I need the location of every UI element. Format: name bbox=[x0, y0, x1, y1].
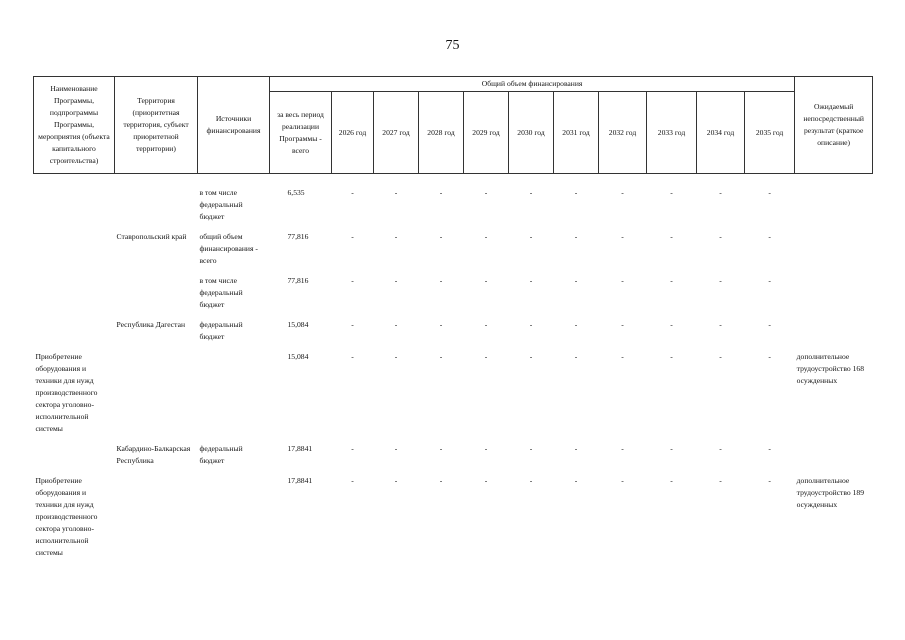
cell-territory: Республика Дагестан bbox=[116, 320, 186, 329]
cell-year-value: - bbox=[484, 444, 488, 453]
cell-year-value: - bbox=[439, 232, 443, 241]
header-year: 2031 год bbox=[554, 92, 599, 174]
header-name: Наименование Программы, подпрограммы Программы, мероприятия (объекта капитального строительства) bbox=[34, 77, 115, 174]
cell-total: 6,535 bbox=[287, 188, 305, 197]
header-year: 2026 год bbox=[332, 92, 374, 174]
cell-year-value: - bbox=[439, 188, 443, 197]
cell-year-value: - bbox=[351, 188, 354, 197]
cell-year-value: - bbox=[621, 444, 624, 453]
cell-year-value: - bbox=[394, 188, 398, 197]
cell-name: Приобретение оборудования и техники для нужд производственного сектора уголовно-исполнительной системы bbox=[35, 352, 98, 433]
cell-year-value: - bbox=[484, 320, 488, 329]
table-row bbox=[34, 223, 873, 267]
cell-year-value: - bbox=[484, 276, 488, 285]
cell-year-value: - bbox=[719, 320, 722, 329]
cell-total: 17,8841 bbox=[287, 444, 313, 453]
cell-name bbox=[34, 174, 115, 224]
table-row bbox=[34, 435, 873, 467]
cell-year-value: - bbox=[484, 232, 488, 241]
cell-year-value: - bbox=[351, 352, 354, 361]
cell-year-value: - bbox=[529, 232, 533, 241]
cell-year-value: - bbox=[621, 352, 624, 361]
cell-year-value: - bbox=[574, 276, 578, 285]
table-row bbox=[34, 343, 873, 435]
cell-year-value: - bbox=[574, 352, 578, 361]
cell-year-value: - bbox=[621, 476, 624, 485]
header-year: 2028 год bbox=[419, 92, 464, 174]
cell-year-value: - bbox=[621, 320, 624, 329]
header-year: 2032 год bbox=[599, 92, 647, 174]
cell-year-value: - bbox=[670, 476, 673, 485]
cell-year-value: - bbox=[768, 444, 771, 453]
cell-year-value: - bbox=[351, 232, 354, 241]
cell-year-value: - bbox=[484, 476, 488, 485]
cell-total: 17,8841 bbox=[287, 476, 313, 485]
cell-territory bbox=[115, 467, 198, 559]
cell-result: дополнительное трудоустройство 168 осужденных bbox=[796, 352, 864, 385]
cell-year-value: - bbox=[394, 232, 398, 241]
cell-year-value: - bbox=[439, 276, 443, 285]
cell-territory bbox=[115, 343, 198, 435]
header-year: 2030 год bbox=[509, 92, 554, 174]
cell-name bbox=[34, 311, 115, 343]
cell-year-value: - bbox=[484, 352, 488, 361]
cell-year-value: - bbox=[394, 444, 398, 453]
cell-result bbox=[795, 174, 873, 224]
cell-year-value: - bbox=[351, 320, 354, 329]
cell-name bbox=[34, 435, 115, 467]
cell-source: в том числе федеральный бюджет bbox=[199, 188, 243, 221]
header-year: 2027 год bbox=[374, 92, 419, 174]
cell-source bbox=[198, 343, 270, 435]
cell-year-value: - bbox=[439, 444, 443, 453]
cell-year-value: - bbox=[574, 232, 578, 241]
header-total-group: Общий объем финансирования bbox=[270, 77, 795, 92]
cell-year-value: - bbox=[574, 188, 578, 197]
cell-name bbox=[34, 267, 115, 311]
cell-year-value: - bbox=[574, 320, 578, 329]
cell-total: 15,084 bbox=[287, 352, 309, 361]
cell-year-value: - bbox=[768, 188, 771, 197]
cell-result bbox=[795, 311, 873, 343]
cell-name: Приобретение оборудования и техники для нужд производственного сектора уголовно-исполнительной системы bbox=[35, 476, 98, 557]
cell-territory bbox=[115, 267, 198, 311]
cell-year-value: - bbox=[529, 476, 533, 485]
cell-year-value: - bbox=[529, 320, 533, 329]
header-year: 2029 год bbox=[464, 92, 509, 174]
cell-year-value: - bbox=[529, 444, 533, 453]
cell-year-value: - bbox=[768, 276, 771, 285]
header-result: Ожидаемый непосредственный результат (краткое описание) bbox=[795, 77, 873, 174]
cell-year-value: - bbox=[574, 444, 578, 453]
header-total-period: за весь период реализации Программы - всего bbox=[270, 92, 332, 174]
table-row bbox=[34, 311, 873, 343]
cell-name bbox=[34, 223, 115, 267]
header-source: Источники финансирования bbox=[198, 77, 270, 174]
cell-year-value: - bbox=[351, 444, 354, 453]
table-row bbox=[34, 467, 873, 559]
financing-table bbox=[33, 76, 873, 559]
cell-result: дополнительное трудоустройство 189 осужденных bbox=[796, 476, 864, 509]
cell-territory: Кабардино-Балкарская Республика bbox=[116, 444, 191, 465]
cell-source: общий объем финансирования - всего bbox=[199, 232, 258, 265]
cell-source: в том числе федеральный бюджет bbox=[199, 276, 243, 309]
cell-year-value: - bbox=[768, 320, 771, 329]
cell-year-value: - bbox=[484, 188, 488, 197]
cell-year-value: - bbox=[768, 352, 771, 361]
cell-year-value: - bbox=[621, 232, 624, 241]
cell-year-value: - bbox=[670, 276, 673, 285]
cell-year-value: - bbox=[670, 444, 673, 453]
cell-year-value: - bbox=[670, 188, 673, 197]
header-year: 2033 год bbox=[647, 92, 697, 174]
cell-year-value: - bbox=[719, 276, 722, 285]
header-year: 2034 год bbox=[697, 92, 745, 174]
cell-source: федеральный бюджет bbox=[199, 320, 243, 341]
cell-year-value: - bbox=[439, 320, 443, 329]
page-number: 75 bbox=[445, 38, 460, 53]
cell-year-value: - bbox=[621, 276, 624, 285]
cell-source bbox=[198, 467, 270, 559]
cell-year-value: - bbox=[670, 320, 673, 329]
table-row bbox=[34, 174, 873, 224]
header-territory: Территория (приоритетная территория, субъект приоритетной территории) bbox=[115, 77, 198, 174]
cell-year-value: - bbox=[768, 476, 771, 485]
cell-territory bbox=[115, 174, 198, 224]
cell-year-value: - bbox=[719, 188, 722, 197]
table-row bbox=[34, 267, 873, 311]
cell-year-value: - bbox=[574, 476, 578, 485]
cell-total: 77,816 bbox=[287, 232, 309, 241]
cell-territory: Ставропольский край bbox=[116, 232, 187, 241]
header-year: 2035 год bbox=[745, 92, 795, 174]
cell-year-value: - bbox=[394, 320, 398, 329]
cell-year-value: - bbox=[394, 276, 398, 285]
cell-year-value: - bbox=[439, 476, 443, 485]
cell-total: 15,084 bbox=[287, 320, 309, 329]
cell-year-value: - bbox=[621, 188, 624, 197]
cell-year-value: - bbox=[719, 444, 722, 453]
cell-year-value: - bbox=[719, 476, 722, 485]
cell-year-value: - bbox=[394, 476, 398, 485]
cell-total: 77,816 bbox=[287, 276, 309, 285]
cell-year-value: - bbox=[529, 188, 533, 197]
cell-year-value: - bbox=[719, 352, 722, 361]
cell-year-value: - bbox=[394, 352, 398, 361]
cell-source: федеральный бюджет bbox=[199, 444, 243, 465]
cell-result bbox=[795, 223, 873, 267]
cell-year-value: - bbox=[670, 352, 673, 361]
cell-year-value: - bbox=[719, 232, 722, 241]
cell-year-value: - bbox=[439, 352, 443, 361]
cell-year-value: - bbox=[529, 276, 533, 285]
cell-year-value: - bbox=[351, 476, 354, 485]
cell-year-value: - bbox=[529, 352, 533, 361]
cell-result bbox=[795, 435, 873, 467]
cell-year-value: - bbox=[768, 232, 771, 241]
cell-year-value: - bbox=[351, 276, 354, 285]
cell-year-value: - bbox=[670, 232, 673, 241]
cell-result bbox=[795, 267, 873, 311]
